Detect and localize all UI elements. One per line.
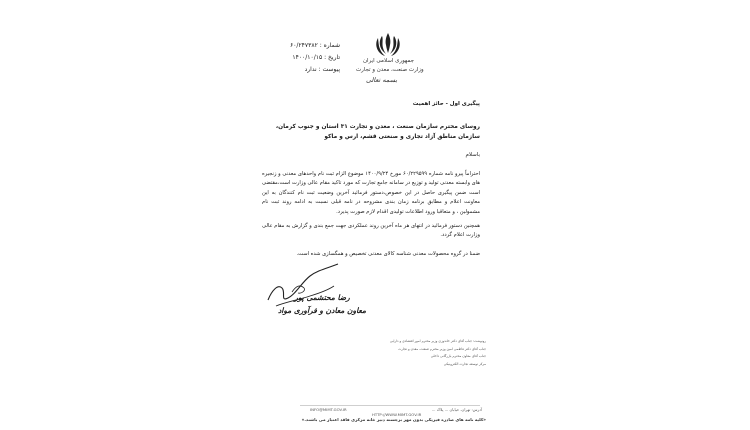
- letter-attachment: پیوست : ندارد: [304, 66, 340, 73]
- bismillah-line: بسمه تعالی: [366, 76, 398, 84]
- footer-address: آدرس: تهران، خیابان ... پلاک ...: [431, 407, 482, 412]
- cc-list: [389, 338, 486, 368]
- footer-website: HTTP://WWW.MIMT.GOV.IR: [372, 412, 422, 417]
- signatory-name: رضا محتشمی پور: [294, 293, 350, 302]
- body-paragraph-2: همچنین دستور فرمائید در انتهای هر ماه آخرین روند عملکردی جهت جمع بندی و گزارش به مقام عالی وزارت اعلام گردد.: [262, 223, 480, 239]
- letter-date: تاریخ : ۱۴۰۰/۱۰/۱۵: [292, 54, 340, 61]
- letter-meta: [262, 40, 340, 76]
- footer-email: INFO@MIMT.GOV.IR: [310, 407, 347, 412]
- footer-divider: [300, 405, 480, 406]
- letter-number: شماره : ۶۰/۲۴۷۳۸۲: [289, 42, 340, 49]
- org-name-line2: وزارت صنعت، معدن و تجارت: [356, 67, 424, 73]
- cc-item: جناب آقای معاون محترم بازرگانی داخلی: [430, 354, 486, 358]
- body-paragraph-1: احتراماً پیرو نامه شماره ۶۰/۲۲۹۵۹۹ مورخ ۱۴۰۰/۹/۲۴ موضوع الزام ثبت نام واحدهای معدنی و زنجیره های وابسته معدنی تولید و توزیع در سامانه جامع تجارت که مورد تاکید مقام عالی وزارت است،مقتضی است ضمن پیگیری حاصل در این خصوص،دستور فرمائید آخرین وضعیت ثبت نام کنندگان به این معاونت اعلام و مطابق برنامه زمان بندی مشروحه در نامه قبلی نسبت به ادامه روند ثبت نام مشمولین ، و متعاقبا ورود اطلاعات تولیدی اقدام لازم صورت پذیرد.: [262, 171, 480, 215]
- signatory-title: معاون معادن و فرآوری مواد: [277, 306, 367, 315]
- cc-item: جناب آقای دکتر فاطمی امین وزیر محترم صنعت، معدن و تجارت: [398, 346, 486, 351]
- recipients: روسای محترم سازمان صنعت ، معدن و تجارت ۳۱ استان و جنوب کرمان، سازمان مناطق آزاد تجاری و صنعتی قشم، ارس و ماکو: [275, 124, 480, 140]
- cc-item: رونوشت: جناب آقای دکتر خاندوزی وزیر محترم امور اقتصادی و دارایی: [389, 339, 486, 343]
- footer-validity-note: «کلیه نامه های صادره فیزیکی بدون مهر برجسته دبیر خانه مرکزی فاقد اعتبار می باشند.»: [301, 417, 486, 422]
- greeting: باسلام: [465, 152, 480, 158]
- iran-emblem-icon: [373, 32, 403, 58]
- body-paragraph-3: ضمنا در گروه محصولات معدنی شناسه کالای معدنی تخصیص و همگسازی شده است.: [296, 251, 480, 257]
- signature-scribble: [262, 262, 348, 312]
- cc-item: مرکز توسعه تجارت الکترونیکی: [443, 361, 486, 366]
- priority-note: پیگیری اول - حائز اهمیت: [412, 101, 480, 107]
- org-name-line1: جمهوری اسلامی ایران: [363, 58, 415, 64]
